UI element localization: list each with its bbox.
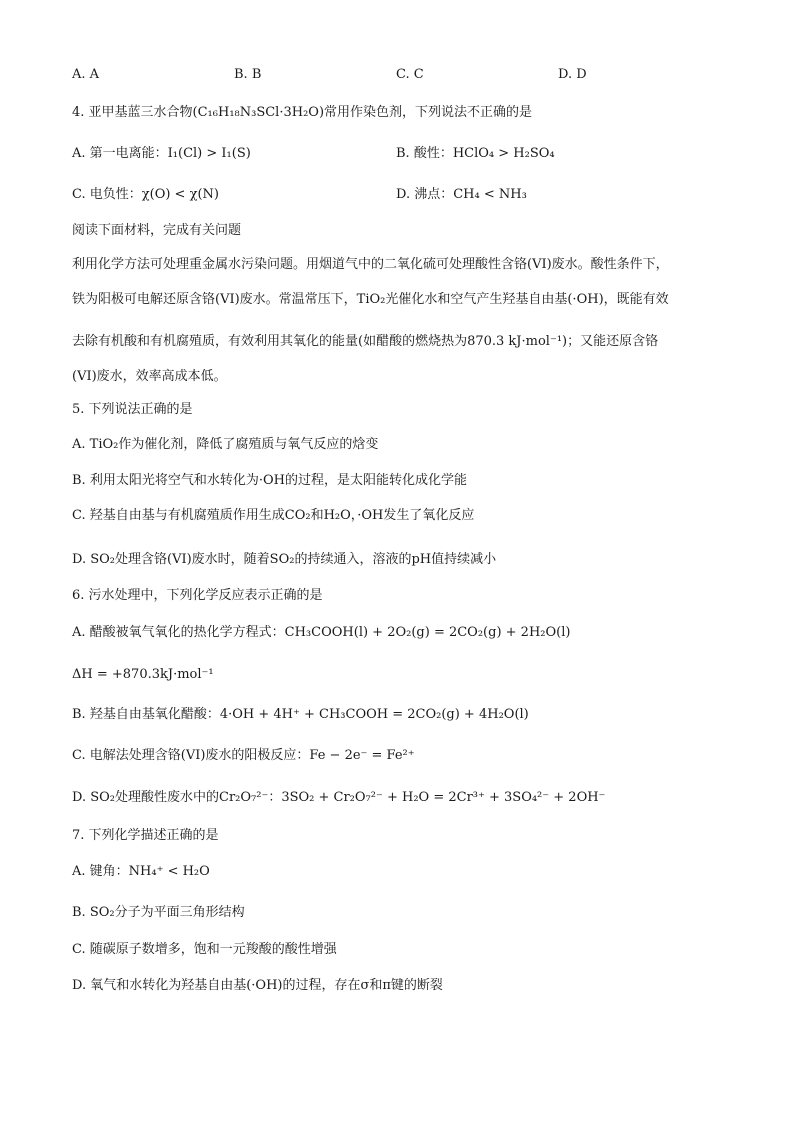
q3-option-a: A. A	[72, 67, 100, 82]
q7-option-a: A. 键角：NH₄⁺ < H₂O	[72, 864, 210, 879]
q6-option-b: B. 羟基自由基氧化醋酸：4·OH + 4H⁺ + CH₃COOH = 2CO₂(g) + 4H₂O(l)	[72, 707, 529, 722]
q5-stem: 5. 下列说法正确的是	[72, 402, 193, 417]
reading-paragraph-line-4: (VI)废水，效率高成本低。	[72, 369, 227, 384]
q5-option-a: A. TiO₂作为催化剂，降低了腐殖质与氧气反应的焓变	[72, 437, 379, 452]
q4-option-d: D. 沸点：CH₄ < NH₃	[396, 187, 527, 202]
q4-stem: 4. 亚甲基蓝三水合物(C₁₆H₁₈N₃SCl·3H₂O)常用作染色剂，下列说法不正确的是	[72, 105, 533, 120]
q7-option-b: B. SO₂分子为平面三角形结构	[72, 905, 245, 920]
q3-option-d: D. D	[558, 67, 587, 82]
q6-stem: 6. 污水处理中，下列化学反应表示正确的是	[72, 588, 323, 603]
q4-option-b: B. 酸性：HClO₄ > H₂SO₄	[396, 146, 555, 161]
q6-option-a-enthalpy: ΔH = +870.3kJ·mol⁻¹	[72, 667, 214, 682]
reading-paragraph-line-1: 利用化学方法可处理重金属水污染问题。用烟道气中的二氧化硫可处理酸性含铬(VI)废水。酸性条件下，	[72, 257, 669, 272]
reading-paragraph-line-3: 去除有机酸和有机腐殖质，有效利用其氧化的能量(如醋酸的燃烧热为870.3 kJ·mol⁻¹)；又能还原含铬	[72, 334, 659, 349]
reading-paragraph-line-2: 铁为阳极可电解还原含铬(VI)废水。常温常压下，TiO₂光催化水和空气产生羟基自由基(·OH)，既能有效	[72, 292, 669, 307]
q5-option-b: B. 利用太阳光将空气和水转化为·OH的过程，是太阳能转化成化学能	[72, 473, 467, 488]
reading-intro: 阅读下面材料，完成有关问题	[72, 223, 242, 238]
q4-option-c: C. 电负性：χ(O) < χ(N)	[72, 187, 219, 202]
q6-option-d: D. SO₂处理酸性废水中的Cr₂O₇²⁻：3SO₂ + Cr₂O₇²⁻ + H₂O = 2Cr³⁺ + 3SO₄²⁻ + 2OH⁻	[72, 790, 606, 805]
q7-option-d: D. 氧气和水转化为羟基自由基(·OH)的过程，存在σ和π键的断裂	[72, 978, 443, 993]
q3-option-b: B. B	[234, 67, 262, 82]
q3-option-c: C. C	[396, 67, 424, 82]
q7-option-c: C. 随碳原子数增多，饱和一元羧酸的酸性增强	[72, 942, 337, 957]
q6-option-a: A. 醋酸被氧气氧化的热化学方程式：CH₃COOH(l) + 2O₂(g) = 2CO₂(g) + 2H₂O(l)	[72, 625, 571, 640]
q5-option-d: D. SO₂处理含铬(VI)废水时，随着SO₂的持续通入，溶液的pH值持续减小	[72, 552, 497, 567]
q4-option-a: A. 第一电离能：I₁(Cl) > I₁(S)	[72, 146, 251, 161]
q7-stem: 7. 下列化学描述正确的是	[72, 828, 219, 843]
q6-option-c: C. 电解法处理含铬(VI)废水的阳极反应：Fe − 2e⁻ = Fe²⁺	[72, 748, 415, 763]
q5-option-c: C. 羟基自由基与有机腐殖质作用生成CO₂和H₂O，·OH发生了氧化反应	[72, 508, 475, 523]
